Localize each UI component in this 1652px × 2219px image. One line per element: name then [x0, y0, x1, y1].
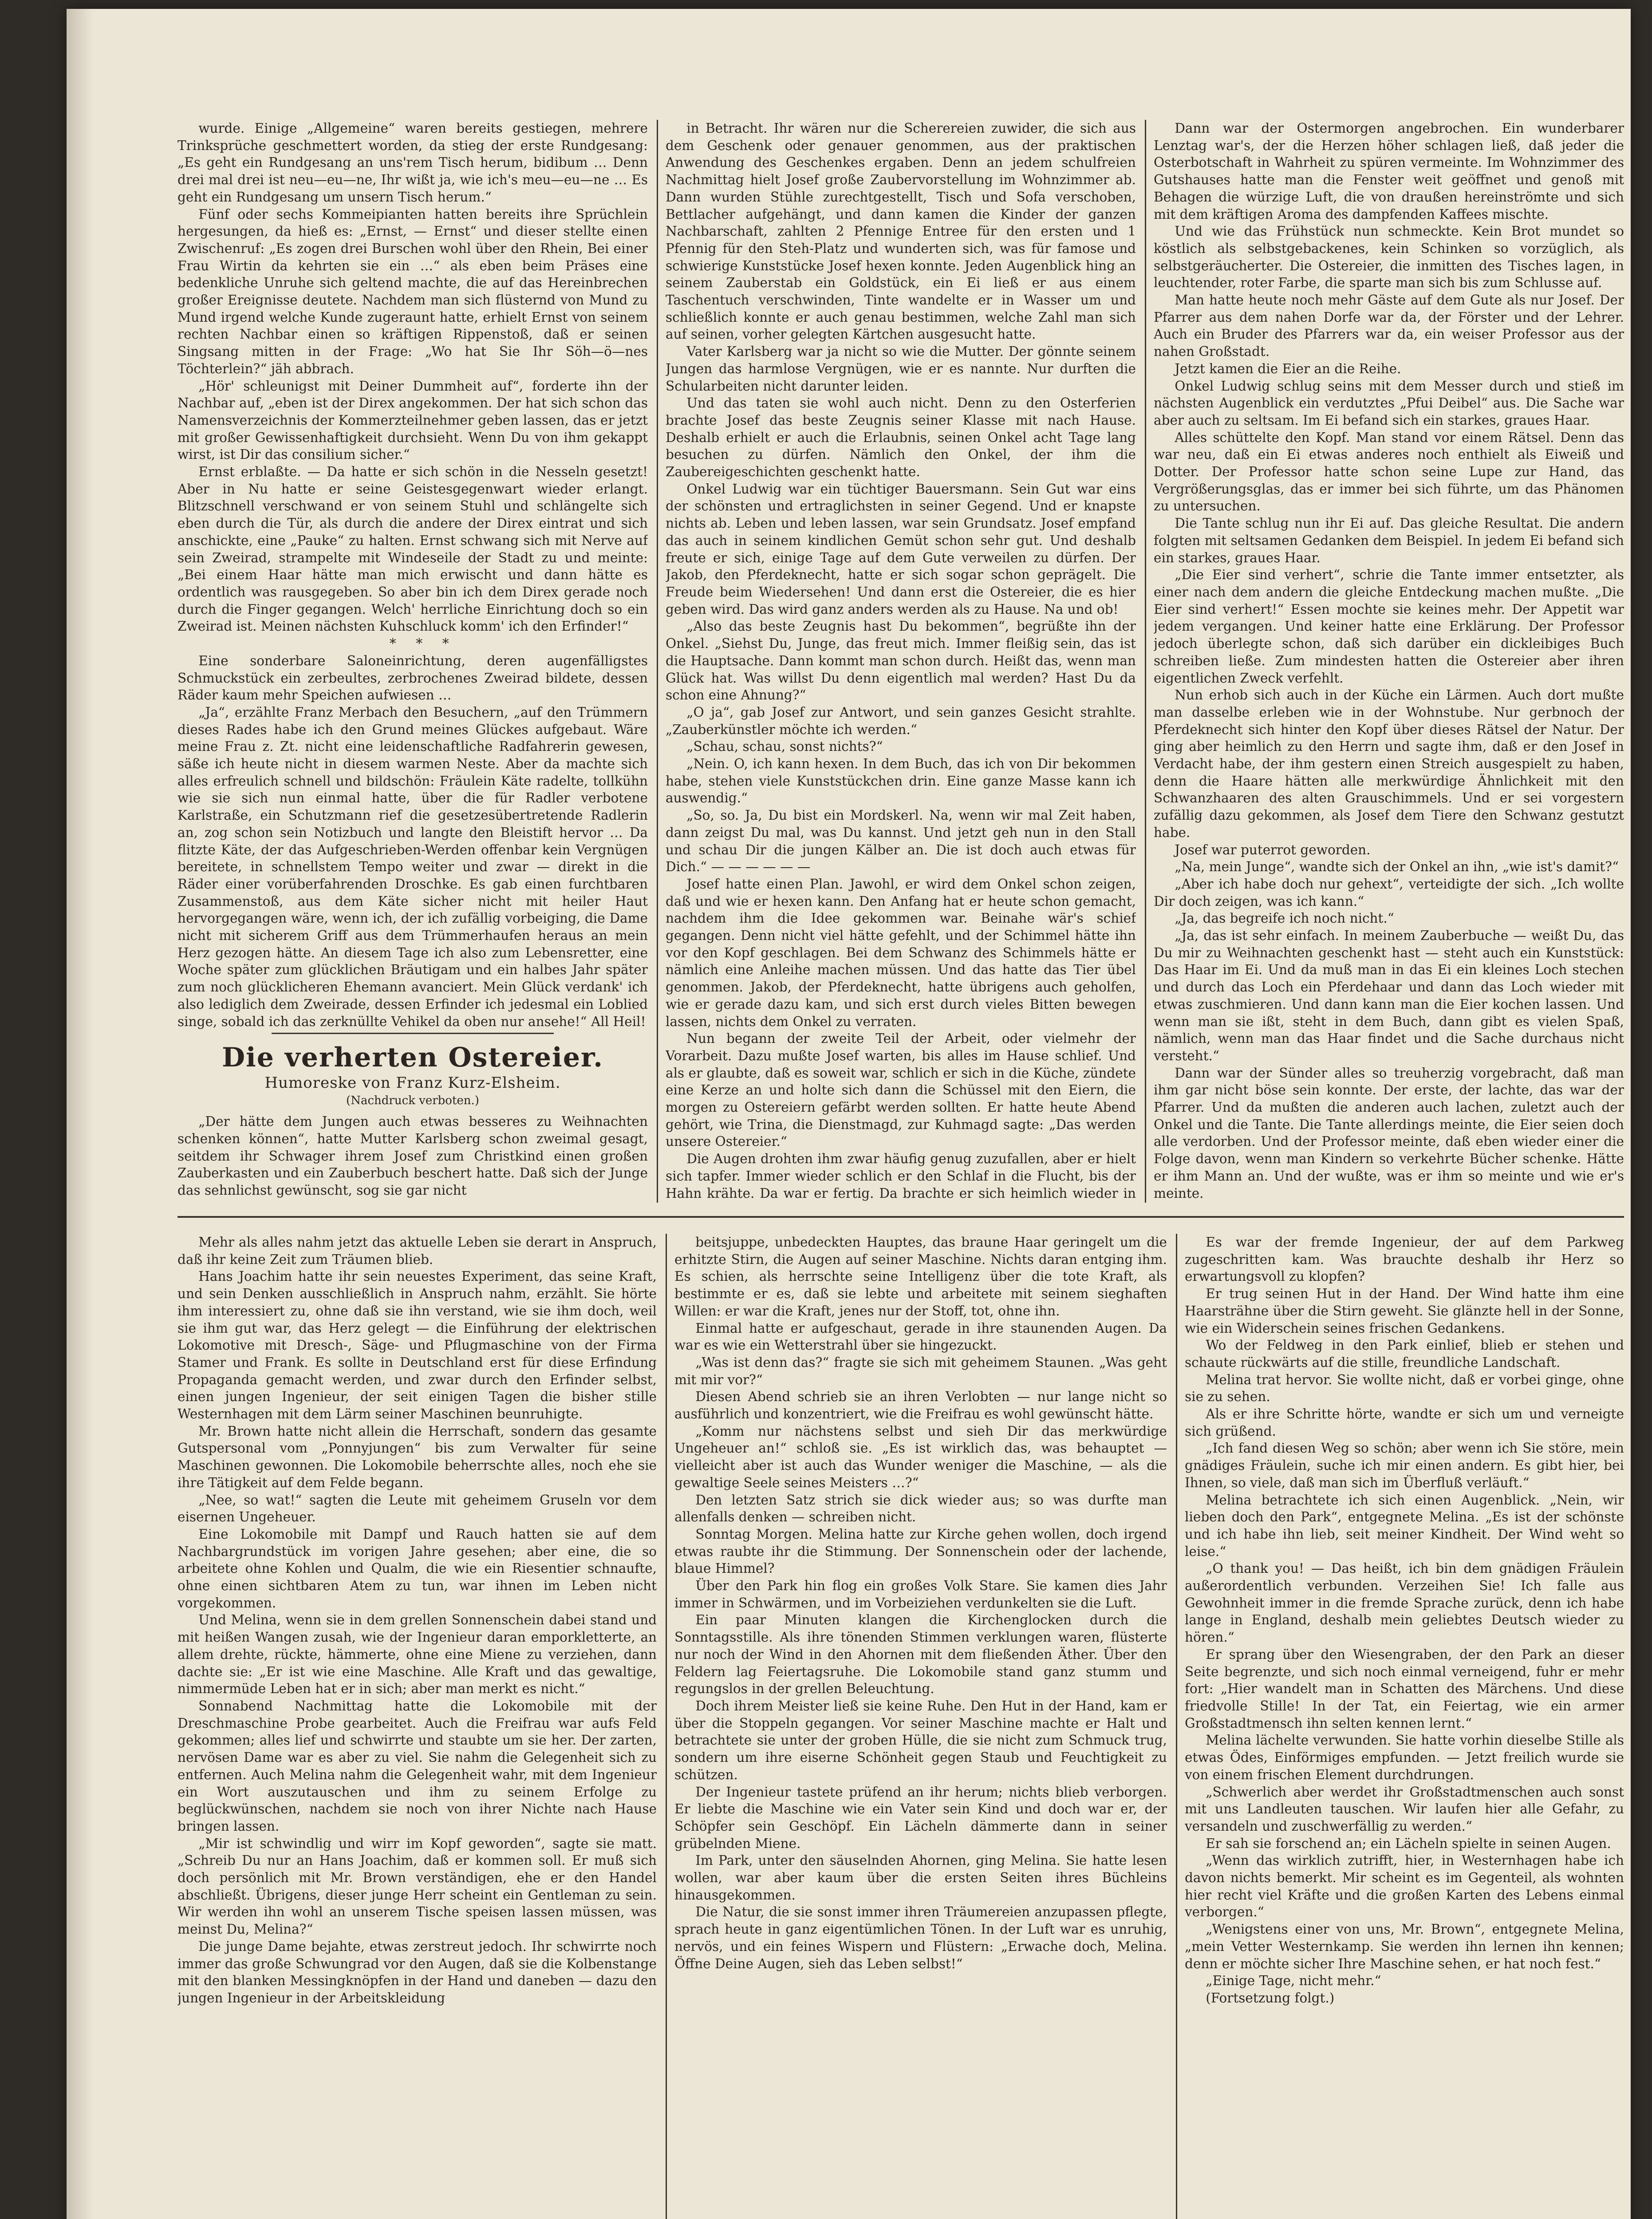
- column-rule: [1176, 1234, 1177, 2219]
- paragraph: „Nein. O, ich kann hexen. In dem Buch, das ich von Dir bekommen habe, stehen viele Kunststückchen drin. Eine ganze Masse kann ich auswendig.“: [666, 756, 1136, 806]
- column-1-anecdote-text: [177, 652, 648, 1030]
- paragraph: „O thank you! — Das heißt, ich bin dem gnädigen Fräulein außerordentlich verbunden. Verzeihen Sie! Ich falle aus Gewohnheit immer in die fremde Sprache zurück, denn ich habe lange in England, deshalb mein geliebtes Deutsch wieder zu hören.“: [1185, 1561, 1624, 1645]
- paragraph: Eine Lokomobile mit Dampf und Rauch hatten sie auf dem Nachbargrundstück im vorigen Jahre gesehen; aber eine, die so arbeitete ohne Kohlen und Qualm, die wie ein Riesentier schnaufte, ohne einen sichtbaren Atem zu tun, war ihnen im Leben nicht vorgekommen.: [177, 1526, 657, 1611]
- paragraph: Mehr als alles nahm jetzt das aktuelle Leben sie derart in Anspruch, daß ihr keine Zeit zum Träumen blieb.: [177, 1235, 657, 1267]
- paragraph: Er sah sie forschend an; ein Lächeln spielte in seinen Augen.: [1206, 1836, 1611, 1851]
- paragraph: Als er ihre Schritte hörte, wandte er sich um und verneigte sich grüßend.: [1185, 1406, 1624, 1439]
- paragraph: Den letzten Satz strich sie dick wieder aus; so was durfte man allenfalls denken — schreiben nicht.: [674, 1492, 1167, 1525]
- paragraph: „Der hätte dem Jungen auch etwas besseres zu Weihnachten schenken können“, hatte Mutter Karlsberg schon zweimal gesagt, seitdem ihr Schwager ihrem Josef zum Christkind einen großen Zauberkasten und ein Zauberbuch beschert hatte. Daß sich der Junge das sehnlichst gewünscht, sog sie gar nicht: [177, 1114, 648, 1198]
- paragraph: „Aber ich habe doch nur gehext“, verteidigte der sich. „Ich wollte Dir doch zeigen, was ich kann.“: [1154, 876, 1624, 909]
- paragraph: Doch ihrem Meister ließ sie keine Ruhe. Den Hut in der Hand, kam er über die Stoppeln gegangen. Vor seiner Maschine machte er Halt und betrachtete sie unter der groben Hülle, die sie nicht zum Schmuck trug, sondern um ihre eiserne Schönheit gegen Staub und Feuchtigkeit zu schützen.: [674, 1698, 1167, 1782]
- paragraph: Der Ingenieur tastete prüfend an ihr herum; nichts blieb verborgen. Er liebte die Maschine wie ein Vater sein Kind und doch war er, der Schöpfer sein Geschöpf. Ein Lächeln dämmerte dann in seiner grübelnden Miene.: [674, 1784, 1167, 1851]
- column-rule: [666, 1234, 667, 2219]
- lower-column-3: [1185, 1234, 1624, 2219]
- column-1-story-text: [177, 1113, 648, 1199]
- upper-column-2: [666, 120, 1136, 1203]
- paragraph: Und wie das Frühstück nun schmeckte. Kein Brot mundet so köstlich als selbstgebackenes, kein Schinken so vorzüglich, als selbstgeräucherter. Die Ostereier, die inmitten des Tisches lagen, in leuchtender, roter Farbe, die sparte man sich bis zum Schlusse auf.: [1154, 224, 1624, 291]
- paragraph: Wo der Feldweg in den Park einlief, blieb er stehen und schaute rückwärts auf die stille, freundliche Landschaft.: [1185, 1338, 1624, 1370]
- column-rule: [657, 120, 658, 1203]
- paragraph: Alles schüttelte den Kopf. Man stand vor einem Rätsel. Denn das war neu, daß ein Ei etwas anderes noch enthielt als Eiweiß und Dotter. Der Professor hatte schon seine Lupe zur Hand, das Vergrößerungsglas, das er immer bei sich führte, um das Phänomen zu untersuchen.: [1154, 430, 1624, 514]
- paragraph: „Na, mein Junge“, wandte sich der Onkel an ihn, „wie ist's damit?“: [1175, 859, 1619, 875]
- paragraph: Ein paar Minuten klangen die Kirchenglocken durch die Sonntagsstille. Als ihre tönenden Stimmen verklungen waren, flüsterte nur noch der Wind in den Ahornen mit dem fließenden Äther. Über den Feldern lag Feiertagsruhe. Die Lokomobile stand ganz stumm und regungslos in der grellen Beleuchtung.: [674, 1612, 1167, 1697]
- paragraph: Im Park, unter den säuselnden Ahornen, ging Melina. Sie hatte lesen wollen, war aber kaum über die ersten Seiten ihres Büchleins hinausgekommen.: [674, 1853, 1167, 1903]
- paragraph: Onkel Ludwig war ein tüchtiger Bauersmann. Sein Gut war eins der schönsten und ertraglichsten in seiner Gegend. Und er knapste nichts ab. Leben und leben lassen, war sein Grundsatz. Josef empfand das auch in seinem kindlichen Gemüt schon sehr gut. Und deshalb freute er sich, einige Tage auf dem Gute verweilen zu dürfen. Der Jakob, den Pferdeknecht, hatte er sich sogar schon geprägelt. Die Freude beim Wiedersehen! Und dann erst die Ostereier, die es hier geben wird. Das wird ganz anders werden als zu Hause. Na und ob!: [666, 481, 1136, 617]
- paragraph: „Was ist denn das?“ fragte sie sich mit geheimem Staunen. „Was geht mit mir vor?“: [674, 1354, 1167, 1387]
- column-2-story-text: [666, 120, 1136, 1203]
- serial-novel-column-1: [177, 1234, 657, 2007]
- paragraph: Hans Joachim hatte ihr sein neuestes Experiment, das seine Kraft, und sein Denken ausschließlich in Anspruch nahm, erzählt. Sie hörte ihm interessiert zu, ohne daß sie ihn verstand, wie sie ihm doch, weil sie ihm gut war, das Herz gelegt — die Einführung der elektrischen Lokomotive mit Dresch-, Säge- und Pflugmaschine von der Firma Stamer und Frank. Es sollte in Deutschland erst für diese Erfindung Propaganda gemacht werden, und zwar durch den Erfinder selbst, einen jungen Ingenieur, der seit einigen Tagen die bisher stille Westernhagen mit dem Lärm seiner Maschinen beunruhigte.: [177, 1269, 657, 1422]
- paragraph: „Nee, so wat!“ sagten die Leute mit geheimem Gruseln vor dem eisernen Ungeheuer.: [177, 1492, 657, 1525]
- paragraph: Melina lächelte verwunden. Sie hatte vorhin dieselbe Stille als etwas Ödes, Einförmiges empfunden. — Jetzt freilich wurde sie von einem frischen Element durchdrungen.: [1185, 1733, 1624, 1782]
- column-3-story-text: [1154, 120, 1624, 1203]
- paragraph: Er trug seinen Hut in der Hand. Der Wind hatte ihm eine Haarsträhne über die Stirn geweht. Sie glänzte hell in der Sonne, wie ein Widerschein seines frischen Gedankens.: [1185, 1286, 1624, 1336]
- story-title: Die verherten Ostereier.: [221, 1042, 604, 1074]
- section-stars: * * *: [389, 636, 457, 651]
- serial-novel-column-2: [674, 1234, 1167, 1972]
- paragraph: Jetzt kamen die Eier an die Reihe.: [1175, 361, 1401, 376]
- page-fold-shadow: [67, 9, 93, 2219]
- paragraph: „Ich fand diesen Weg so schön; aber wenn ich Sie störe, mein gnädiges Fräulein, suche ich mir einen andern. Es gibt hier, bei Ihnen, so viele, daß man sich im Überfluß verläuft.“: [1185, 1441, 1624, 1490]
- paragraph: „O ja“, gab Josef zur Antwort, und sein ganzes Gesicht strahlte. „Zauberkünstler möchte ich werden.“: [666, 704, 1136, 737]
- paragraph: „Ja, das ist sehr einfach. In meinem Zauberbuche — weißt Du, das Du mir zu Weihnachten geschenkt hast — steht auch ein Kunststück: Das Haar im Ei. Und da muß man in das Ei ein kleines Loch stechen und durch das Loch ein Pferdehaar und dann das Loch wieder mit etwas zuschmieren. Und dann kann man die Eier kochen lassen. Und wenn man sie ißt, steht in dem Buch, dann gibt es vielen Spaß, nämlich, wenn man das Haar findet und die Sache durchaus nicht versteht.“: [1154, 928, 1624, 1063]
- paragraph: (Fortsetzung folgt.): [1206, 1990, 1335, 2006]
- paragraph: Er sprang über den Wiesengraben, der den Park an dieser Seite begrenzte, und sich noch einmal verneigend, fuhr er mehr fort: „Hier wandelt man in Schatten des Märchens. Und diese friedvolle Stille! In der Tat, ein Feiertag, wie ein armer Großstadtmensch ihn selten kennen lernt.“: [1185, 1646, 1624, 1731]
- paragraph: Die Natur, die sie sonst immer ihren Träumereien anzupassen pflegte, sprach heute in ganz eigentümlichen Tönen. In der Luft war es unruhig, nervös, und ein feines Wispern und Flüstern: „Erwache doch, Melina. Öffne Deine Augen, sieh das Leben selbst!“: [674, 1904, 1167, 1971]
- paragraph: Mr. Brown hatte nicht allein die Herrschaft, sondern das gesamte Gutspersonal vom „Ponnyjungen“ bis zum Verwalter für seine Maschinen gewonnen. Die Lokomobile beherrschte alles, noch ehe sie ihre Tätigkeit auf dem Felde begann.: [177, 1423, 657, 1490]
- reprint-note: (Nachdruck verboten.): [346, 1094, 479, 1108]
- paragraph: „So, so. Ja, Du bist ein Mordskerl. Na, wenn wir mal Zeit haben, dann zeigst Du mal, was Du kannst. Und jetzt geh nun in den Stall und schau Dir die jungen Kälber an. Die ist doch auch etwas für Dich.“ — — — — — —: [666, 808, 1136, 875]
- lower-column-1: [177, 1234, 657, 2219]
- paragraph: Dann war der Ostermorgen angebrochen. Ein wunderbarer Lenztag war's, der die Herzen höher schlagen ließ, daß jeder die Osterbotschaft in Wahrheit zu spüren vermeinte. Im Wohnzimmer des Gutshauses hatte man die Fenster weit geöffnet und genoß mit Behagen die würzige Luft, die von draußen hereinströmte und sich mit dem kräftigen Aroma des dampfenden Kaffees mischte.: [1154, 121, 1624, 222]
- story-heading: [177, 1042, 648, 1109]
- column-1-serial-text: [177, 120, 648, 635]
- paragraph: Es war der fremde Ingenieur, der auf dem Parkweg zugeschritten kam. Was brauchte deshalb ihr Herz so erwartungsvoll zu klopfen?: [1185, 1235, 1624, 1284]
- paragraph: Onkel Ludwig schlug seins mit dem Messer durch und stieß im nächsten Augenblick ein verdutztes „Pfui Deibel“ aus. Die Sache war aber auch zu seltsam. Im Ei befand sich ein starkes, graues Haar.: [1154, 378, 1624, 428]
- paragraph: Nun begann der zweite Teil der Arbeit, oder vielmehr der Vorarbeit. Dazu mußte Josef warten, bis alles im Hause schlief. Und als er glaubte, daß es soweit war, schlich er sich in die Küche, zündete eine Kerze an und holte sich dann die Schüssel mit den Eiern, die morgen zu Ostereiern gefärbt werden sollten. Er hatte heute Abend gehört, wie Trina, die Dienstmagd, zur Kuhmagd sagte: „Das werden unsere Ostereier.“: [666, 1031, 1136, 1149]
- paragraph: Melina betrachtete ich sich einen Augenblick. „Nein, wir lieben doch den Park“, entgegnete Melina. „Es ist der schönste und ich habe ihn lieb, seit meiner Kindheit. Der Wind weht so leise.“: [1185, 1492, 1624, 1559]
- paragraph: Dann war der Sünder alles so treuherzig vorgebracht, daß man ihm gar nicht böse sein konnte. Der erste, der lachte, das war der Pfarrer. Und da mußten die anderen auch lachen, zuletzt auch der Onkel und die Tante. Die Tante allerdings meinte, die Eier seien doch alle verdorben. Und der Professor meinte, daß eben wieder einer die Folge davon, wenn man Kindern so verkehrte Bücher schenke. Hätte er ihm Mann an. Und der wußte, was er ihm so meinte und wie er's meinte.: [1154, 1065, 1624, 1201]
- paragraph: in Betracht. Ihr wären nur die Scherereien zuwider, die sich aus dem Geschenk oder genauer genommen, aus der praktischen Anwendung des Geschenkes ergaben. Denn an jedem schulfreien Nachmittag hielt Josef große Zaubervorstellung im Wohnzimmer ab. Dann wurden Stühle zurechtgestellt, Tisch und Sofa verschoben, Bettlacher aufgehängt, und dann kamen die Kinder der ganzen Nachbarschaft, zahlten 2 Pfennige Entree für den ersten und 1 Pfennig für den Steh-Platz und wunderten sich, was für famose und schwierige Kunststücke Josef hexen konnte. Jeden Augenblick hing an seinem Zauberstab ein Goldstück, ein Ei ließ er aus einem Taschentuch verschwinden, Tinte wandelte er in Wasser um und schließlich konnte er auch genau bestimmen, welche Zahl man sich auf seinen, vorher gelegten Kärtchen ausgesucht hatte.: [666, 121, 1136, 342]
- column-rule: [1145, 120, 1146, 1203]
- paragraph: Josef hatte einen Plan. Jawohl, er wird dem Onkel schon zeigen, daß und wie er hexen kann. Den Anfang hat er heute schon gemacht, nachdem ihm die Idee gekommen war. Beinahe wär's schief gegangen. Denn nicht viel hätte gefehlt, und der Schimmel hätte ihn vor den Kopf geschlagen. Bei dem Schwanz des Schimmels hätte er nämlich eine Anleihe machen müssen. Und das hatte das Tier übel genommen. Jakob, der Pferdeknecht, hatte übrigens auch geholfen, wie er gerade dazu kam, und sich erst durch vieles Bitten bewegen lassen, nichts dem Onkel zu verraten.: [666, 876, 1136, 1029]
- paragraph: Die Augen drohten ihm zwar häufig genug zuzufallen, aber er hielt sich tapfer. Immer wieder schlich er den Schlaf in die Flucht, bis der Hahn krähte. Da war er fertig. Da brachte er sich heimlich wieder in: [666, 1151, 1136, 1201]
- paragraph: Fünf oder sechs Kommeipianten hatten bereits ihre Sprüchlein hergesungen, da hieß es: „Ernst, — Ernst“ und dieser stellte einen Zwischenruf: „Es zogen drei Burschen wohl über den Rhein, Bei einer Frau Wirtin da kehrten sie ein …“ als eben beim Präses eine bedenkliche Unruhe sich geltend machte, die auf das Hereinbrechen großer Ereignisse deutete. Nachdem man sich flüsternd von Mund zu Mund irgend welche Kunde zugeraunt hatte, erhielt Ernst von seinem rechten Nachbar einen so kräftigen Rippenstoß, daß er seinen Singsang mitten in der Frage: „Wo hat Sie Ihr Söh—ö—nes Töchterlein?“ jäh abbrach.: [177, 206, 648, 376]
- upper-column-1: [177, 120, 648, 1203]
- paragraph: „Ja“, erzählte Franz Merbach den Besuchern, „auf den Trümmern dieses Rades habe ich den Grund meines Glückes aufgebaut. Wäre meine Frau z. Zt. nicht eine leidenschaftliche Radfahrerin gewesen, säße ich heute nicht in diesem warmen Neste. Aber da machte sich alles erfreulich schnell und bildschön: Fräulein Käte radelte, tollkühn wie sie sich nun einmal hatte, über die für Radler verbotene Karlstraße, ein Schutzmann rief die gesetzesübertretende Radlerin an, zog schon sein Notizbuch und langte den Bleistift hervor … Da flitzte Käte, der das Aufgeschrieben-Werden offenbar kein Vergnügen bereitete, in schnellstem Tempo weiter und zwar — direkt in die Räder einer vorüberfahrenden Droschke. Es gab einen furchtbaren Zusammenstoß, aus dem Käte sicher nicht mit heiler Haut hervorgegangen wäre, wenn ich, der ich zufällig vorbeiging, die Dame nicht mit sicherem Griff aus dem Trümmerhaufen heraus an mein Herz gezogen hätte. An diesem Tage ich also zum Lebensretter, eine Woche später zum glücklichen Bräutigam und ein halbes Jahr später zum noch glücklicheren Ehemann avanciert. Mein Glück verdank' ich also lediglich dem Zweirade, dessen Erfinder ich jedesmal ein Loblied singe, sobald ich das zerknüllte Vehikel da oben nur ansehe!“ All Heil!: [177, 704, 648, 1029]
- paragraph: Vater Karlsberg war ja nicht so wie die Mutter. Der gönnte seinem Jungen das harmlose Vergnügen, wie er es nannte. Nur durften die Schularbeiten nicht darunter leiden.: [666, 344, 1136, 394]
- paragraph: „Einige Tage, nicht mehr.“: [1206, 1973, 1381, 1989]
- paragraph: Sonntag Morgen. Melina hatte zur Kirche gehen wollen, doch irgend etwas raubte ihr die Stimmung. Der Sonnenschein oder der lachende, blaue Himmel?: [674, 1526, 1167, 1576]
- paragraph: Diesen Abend schrieb sie an ihren Verlobten — nur lange nicht so ausführlich und konzentriert, wie die Freifrau es wohl gewünscht hätte.: [674, 1389, 1167, 1422]
- paragraph: „Hör' schleunigst mit Deiner Dummheit auf“, forderte ihn der Nachbar auf, „eben ist der Direx angekommen. Der hat sich schon das Namensverzeichnis der Kommerzteilnehmer geben lassen, das er jetzt mit großer Gewissenhaftigkeit durchsieht. Wenn Du von ihm gekappt wirst, ist Dir das consilium sicher.“: [177, 378, 648, 462]
- paragraph: „Also das beste Zeugnis hast Du bekommen“, begrüßte ihn der Onkel. „Siehst Du, Junge, das freut mich. Immer fleißig sein, das ist die Hauptsache. Dann kommt man schon durch. Heißt das, wenn man Glück hat. Was willst Du denn eigentlich mal werden? Hast Du da schon eine Ahnung?“: [666, 619, 1136, 703]
- paragraph: Ernst erblaßte. — Da hatte er sich schön in die Nesseln gesetzt! Aber in Nu hatte er seine Geistesgegenwart wieder erlangt. Blitzschnell verschwand er von seinem Stuhl und schlängelte sich eben durch die Tür, als durch die andere der Direx eintrat und sich anschickte, eine „Pauke“ zu halten. Ernst schwang sich mit Nerve auf sein Zweirad, strampelte mit Windeseile der Stadt zu und meinte: „Bei einem Haar hätte man mich erwischt und dann hätte es ordentlich was rausgegeben. So aber bin ich dem Direx gerade noch durch die Finger gegangen. Welch' herrliche Einrichtung doch so ein Zweirad ist. Meinen nächsten Kuhschluck komm' ich den Erfinder!“: [177, 464, 648, 634]
- paragraph: Und Melina, wenn sie in dem grellen Sonnenschein dabei stand und mit heißen Wangen zusah, wie der Ingenieur daran emporkletterte, an allem drehte, rückte, hämmerte, ohne eine Miene zu verziehen, dann dachte sie: „Er ist wie eine Maschine. Alle Kraft und das gewaltige, nimmermüde Leben hat er in sich; aber man merkt es nicht.“: [177, 1612, 657, 1697]
- paragraph: Und das taten sie wohl auch nicht. Denn zu den Osterferien brachte Josef das beste Zeugnis seiner Klasse mit nach Hause. Deshalb erhielt er auch die Erlaubnis, seinen Onkel acht Tage lang besuchen zu dürfen. Nämlich den Onkel, der ihm die Zaubereigeschichten geschenkt hatte.: [666, 395, 1136, 480]
- paragraph: Sonnabend Nachmittag hatte die Lokomobile mit der Dreschmaschine Probe gearbeitet. Auch die Freifrau war aufs Feld gekommen; alles lief und schwirrte und staubte um sie her. Der zarten, nervösen Dame war es aber zu viel. Sie nahm die Gelegenheit sich zu entfernen. Auch Melina nahm die Gelegenheit wahr, mit dem Ingenieur ein Wort auszutauschen und ihm zu seinem Erfolge zu beglückwünschen, nachdem sie noch von ihrer Nichte nach Hause bringen lassen.: [177, 1698, 657, 1834]
- paragraph: „Schwerlich aber werdet ihr Großstadtmenschen auch sonst mit uns Landleuten tauschen. Wir laufen hier alle Gefahr, zu versandeln und zuschwerfällig zu werden.“: [1185, 1784, 1624, 1834]
- paragraph: Über den Park hin flog ein großes Volk Stare. Sie kamen dies Jahr immer in Schwärmen, und im Vorbeiziehen verdunkelten sie die Luft.: [674, 1578, 1167, 1611]
- newspaper-page: [67, 9, 1631, 2219]
- paragraph: [1154, 1202, 1624, 1203]
- paragraph: „Wenigstens einer von uns, Mr. Brown“, entgegnete Melina, „mein Vetter Westernkamp. Sie werden ihn lernen ihn kennen; denn er möchte sicher Ihre Maschine sehen, er hat noch fest.“: [1185, 1922, 1624, 1971]
- paragraph: „Wenn das wirklich zutrifft, hier, in Westernhagen habe ich davon nichts bemerkt. Mir scheint es im Gegenteil, als wohnten hier recht viel Kräfte und die großen Karten des Lebens einmal verborgen.“: [1185, 1853, 1624, 1920]
- paragraph: „Ja, das begreife ich noch nicht.“: [1175, 911, 1394, 926]
- paragraph: „Schau, schau, sonst nichts?“: [686, 739, 883, 754]
- paragraph: beitsjuppe, unbedeckten Hauptes, das braune Haar geringelt um die erhitzte Stirn, die Augen auf seiner Maschine. Nichts daran entging ihm. Es schien, als herrschte seine Intelligenz über die tote Kraft, als bestimmte er es, daß sie lebte und arbeitete mit seinem sieghaften Willen: er war die Kraft, jenes nur der Stoff, tot, ohne ihn.: [674, 1235, 1167, 1319]
- paragraph: Einmal hatte er aufgeschaut, gerade in ihre staunenden Augen. Da war es wie ein Wetterstrahl über sie hingezuckt.: [674, 1320, 1167, 1353]
- paragraph: Die Tante schlug nun ihr Ei auf. Das gleiche Resultat. Die andern folgten mit seltsamen Gedanken dem Beispiel. In jedem Ei befand sich ein starkes, graues Haar.: [1154, 516, 1624, 565]
- serial-novel-column-3: [1185, 1234, 1624, 2007]
- section-divider: [177, 1216, 1624, 1218]
- title-rule-top: [272, 1033, 554, 1034]
- story-subtitle: Humoreske von Franz Kurz-Elsheim.: [264, 1074, 561, 1092]
- paragraph: wurde. Einige „Allgemeine“ waren bereits gestiegen, mehrere Trinksprüche geschmettert worden, da stieg der erste Rundgesang: „Es geht ein Rundgesang an uns'rem Tisch herum, bidibum … Denn drei mal drei ist neu—eu—ne, Ihr wißt ja, wie ich's meu—eu—ne … Es geht ein Rundgesang um unsern Tisch herum.“: [177, 121, 648, 205]
- lower-column-2: [674, 1234, 1167, 2219]
- upper-column-3: [1154, 120, 1624, 1203]
- paragraph: „Komm nur nächstens selbst und sieh Dir das merkwürdige Ungeheuer an!“ schloß sie. „Es ist wirklich das, was behauptet — vielleicht aber ist auch das Wunder weniger die Maschine, — als die gewaltige Seele seines Meisters …?“: [674, 1423, 1167, 1490]
- paragraph: „Die Eier sind verhert“, schrie die Tante immer entsetzter, als einer nach dem andern die gleiche Entdeckung machen mußte. „Die Eier sind verhert!“ Essen mochte sie keines mehr. Der Appetit war jedem vergangen. Und keiner hatte eine Erklärung. Der Professor jedoch überlegte schon, daß sich darüber ein dickleibiges Buch schreiben ließe. Zum mindesten hatten die Ostereier aber ihren eigentlichen Zweck verfehlt.: [1154, 567, 1624, 686]
- paragraph: Man hatte heute noch mehr Gäste auf dem Gute als nur Josef. Der Pfarrer aus dem nahen Dorfe war da, der Förster und der Lehrer. Auch ein Bruder des Pfarrers war da, ein weiser Professor aus der nahen Großstadt.: [1154, 292, 1624, 359]
- paragraph: Melina trat hervor. Sie wollte nicht, daß er vorbei ginge, ohne sie zu sehen.: [1185, 1372, 1624, 1405]
- paragraph: Die junge Dame bejahte, etwas zerstreut jedoch. Ihr schwirrte noch immer das große Schwungrad vor den Augen, daß sie die Kolbenstange mit den blanken Messingknöpfen in der Hand und daneben — dazu den jungen Ingenieur in der Arbeitskleidung: [177, 1939, 657, 2006]
- paragraph: Nun erhob sich auch in der Küche ein Lärmen. Auch dort mußte man dasselbe erleben wie in der Wohnstube. Nur gerbnoch der Pferdeknecht sich hinter den Kopf über dieses Rätsel der Natur. Der ging aber heimlich zu den Herrn und sagte ihm, daß er den Josef in Verdacht habe, der ihm gestern einen Streich ausgespielt zu haben, denn die Haare hätten alle merkwürdige Ähnlichkeit mit den Schwanzhaaren des alten Grauschimmels. Und er sei vorgestern zufällig dazu gekommen, als Josef dem Tiere den Schwanz gestutzt habe.: [1154, 687, 1624, 840]
- paragraph: Josef war puterrot geworden.: [1175, 842, 1371, 857]
- paragraph: „Mir ist schwindlig und wirr im Kopf geworden“, sagte sie matt. „Schreib Du nur an Hans Joachim, daß er kommen soll. Er muß sich doch persönlich mit Mr. Brown verständigen, ehe er den Handel abschließt. Übrigens, dieser junge Herr scheint ein Gentleman zu sein. Wir werden ihn wohl an unserem Tische speisen lassen müssen, was meinst Du, Melina?“: [177, 1836, 657, 1937]
- paragraph: Eine sonderbare Saloneinrichtung, deren augenfälligstes Schmuckstück ein zerbeultes, zerbrochenes Zweirad bildete, dessen Räder kaum mehr Speichen aufwiesen …: [177, 653, 648, 703]
